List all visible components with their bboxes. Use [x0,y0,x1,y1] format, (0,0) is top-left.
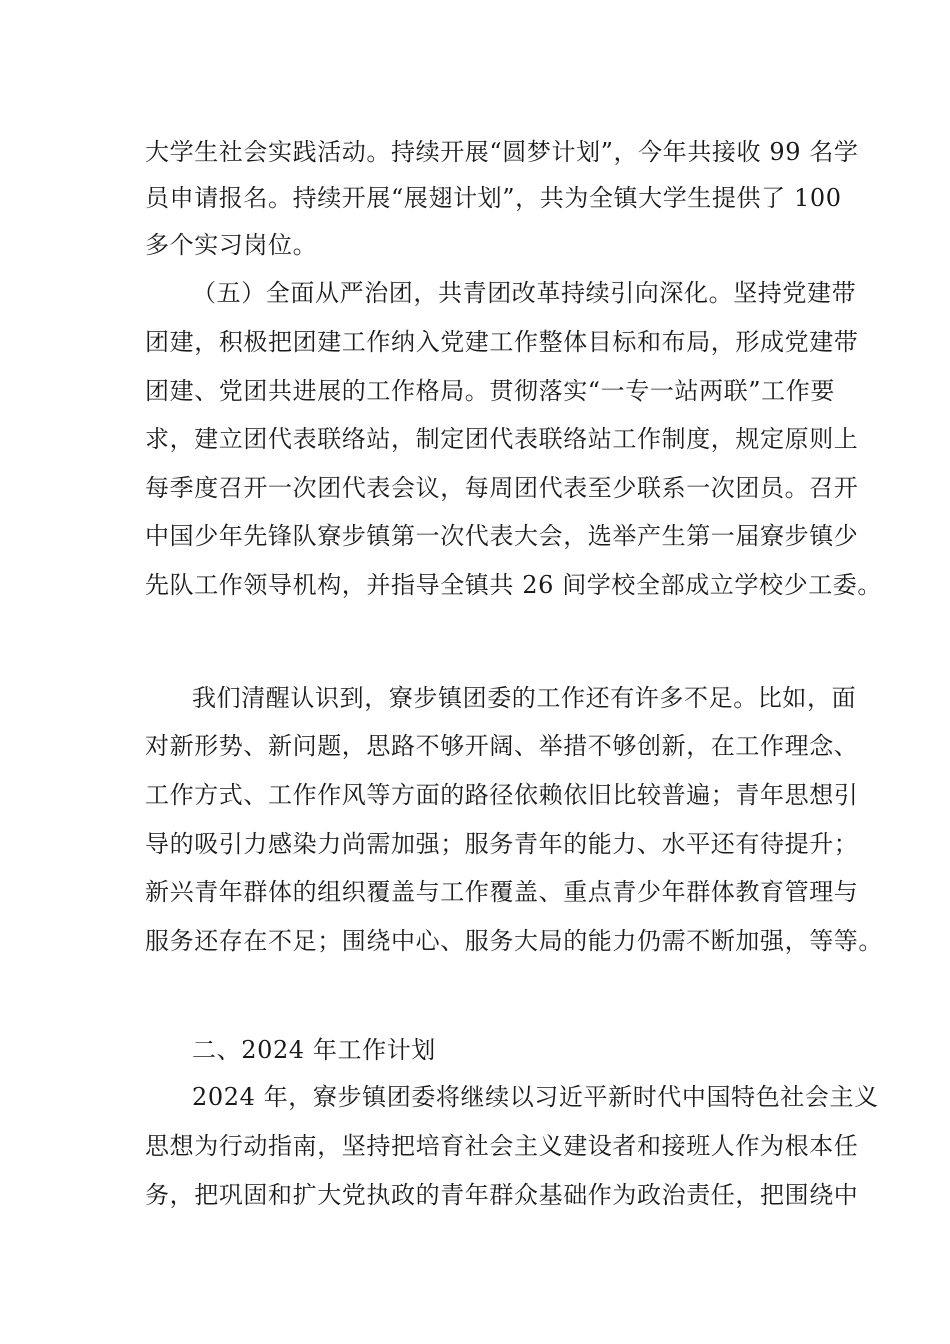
body-text-line: 思想为行动指南，坚持把培育社会主义建设者和接班人作为根本任 [145,1132,859,1160]
body-text-line: 团建、党团共进展的工作格局。贯彻落实“一专一站两联”工作要 [145,377,835,405]
body-text-line: 团建，积极把团建工作纳入党建工作整体目标和布局，形成党建带 [145,328,859,356]
body-text-line: 中国少年先锋队寮步镇第一次代表大会，选举产生第一届寮步镇少 [145,522,859,550]
body-text-line: 务，把巩固和扩大党执政的青年群众基础作为政治责任，把围绕中 [145,1181,859,1209]
section-five-heading-line: （五）全面从严治团，共青团改革持续引向深化。坚持党建带 [192,279,857,307]
paragraph-first-line: 我们清醒认识到，寮步镇团委的工作还有许多不足。比如，面 [192,684,857,712]
body-text-line: 工作方式、工作作风等方面的路径依赖依旧比较普遍；青年思想引 [145,781,859,809]
body-text-line: 服务还存在不足；围绕中心、服务大局的能力仍需不断加强，等等。 [145,927,883,955]
body-text-line: 多个实习岗位。 [145,231,318,259]
body-text-line: 新兴青年群体的组织覆盖与工作覆盖、重点青少年群体教育管理与 [145,878,859,906]
body-text-line: 每季度召开一次团代表会议，每周团代表至少联系一次团员。召开 [145,474,859,502]
body-text-line: 大学生社会实践活动。持续开展“圆梦计划”，今年共接收 99 名学 [145,138,859,166]
body-text-line: 对新形势、新问题，思路不够开阔、举措不够创新，在工作理念、 [145,732,859,760]
body-text-line: 员申请报名。持续开展“展翅计划”，共为全镇大学生提供了 100 [145,184,842,212]
paragraph-first-line: 2024 年，寮步镇团委将继续以习近平新时代中国特色社会主义 [192,1083,879,1111]
body-text-line: 导的吸引力感染力尚需加强；服务青年的能力、水平还有待提升； [145,830,859,858]
body-text-line: 先队工作领导机构，并指导全镇共 26 间学校全部成立学校少工委。 [145,571,882,599]
body-text-line: 求，建立团代表联络站，制定团代表联络站工作制度，规定原则上 [145,425,859,453]
section-two-heading: 二、2024 年工作计划 [192,1036,436,1064]
